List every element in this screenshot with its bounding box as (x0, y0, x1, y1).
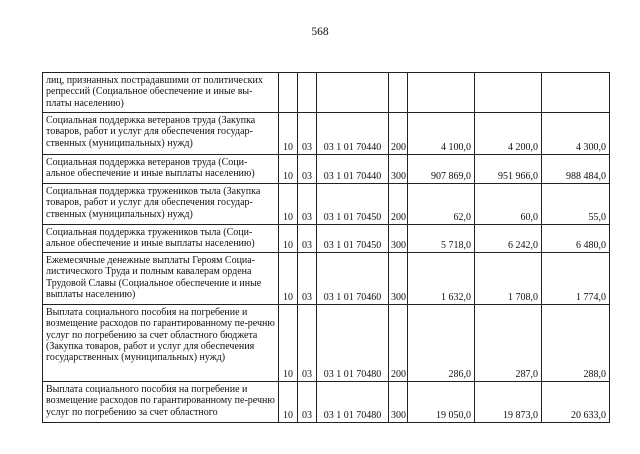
page-number: 568 (311, 26, 329, 38)
section-code: 10 (279, 184, 298, 225)
section-code: 10 (279, 305, 298, 382)
table-row (43, 225, 610, 253)
table-row (43, 382, 610, 423)
section-code: 10 (279, 253, 298, 305)
amount-year-1: 62,0 (408, 184, 475, 225)
target-article-code: 03 1 01 70480 (317, 382, 389, 423)
amount-year-1: 5 718,0 (408, 225, 475, 253)
table-row (43, 73, 610, 113)
target-article-code: 03 1 01 70440 (317, 113, 389, 155)
target-article-code: 03 1 01 70450 (317, 184, 389, 225)
amount-year-2 (475, 73, 542, 113)
amount-year-3: 20 633,0 (542, 382, 610, 423)
table-row (43, 184, 610, 225)
expense-type-code: 300 (389, 382, 408, 423)
table-row (43, 155, 610, 184)
amount-year-3: 55,0 (542, 184, 610, 225)
subsection-code (298, 73, 317, 113)
amount-year-3: 1 774,0 (542, 253, 610, 305)
amount-year-2: 6 242,0 (475, 225, 542, 253)
section-code: 10 (279, 225, 298, 253)
subsection-code: 03 (298, 305, 317, 382)
subsection-code: 03 (298, 225, 317, 253)
row-description: Социальная поддержка тружеников тыла (Закупка товаров, работ и услуг для обеспечения государ-ственных (муниципальных) нужд) (43, 184, 279, 225)
amount-year-2: 4 200,0 (475, 113, 542, 155)
expense-type-code: 200 (389, 184, 408, 225)
expense-type-code: 300 (389, 253, 408, 305)
subsection-code: 03 (298, 382, 317, 423)
table-row (43, 113, 610, 155)
amount-year-1: 1 632,0 (408, 253, 475, 305)
expense-type-code (389, 73, 408, 113)
amount-year-2: 287,0 (475, 305, 542, 382)
row-description: Ежемесячные денежные выплаты Героям Социа-листического Труда и полным кавалерам ордена Трудовой Славы (Социальное обеспечение и иные выплаты населению) (43, 253, 279, 305)
row-description: Социальная поддержка ветеранов труда (Закупка товаров, работ и услуг для обеспечения государ-ственных (муниципальных) нужд) (43, 113, 279, 155)
amount-year-3 (542, 73, 610, 113)
expense-type-code: 300 (389, 225, 408, 253)
amount-year-1: 4 100,0 (408, 113, 475, 155)
expense-type-code: 200 (389, 113, 408, 155)
target-article-code: 03 1 01 70480 (317, 305, 389, 382)
row-description: Социальная поддержка ветеранов труда (Соци-альное обеспечение и иные выплаты населению) (43, 155, 279, 184)
target-article-code: 03 1 01 70440 (317, 155, 389, 184)
table-row (43, 253, 610, 305)
amount-year-3: 988 484,0 (542, 155, 610, 184)
target-article-code (317, 73, 389, 113)
subsection-code: 03 (298, 253, 317, 305)
section-code: 10 (279, 155, 298, 184)
row-description: лиц, признанных пострадавшими от политических репрессий (Социальное обеспечение и иные вы-платы населению) (43, 73, 279, 113)
subsection-code: 03 (298, 184, 317, 225)
amount-year-1: 286,0 (408, 305, 475, 382)
amount-year-1: 19 050,0 (408, 382, 475, 423)
section-code (279, 73, 298, 113)
section-code: 10 (279, 382, 298, 423)
target-article-code: 03 1 01 70460 (317, 253, 389, 305)
table-row (43, 305, 610, 382)
amount-year-1: 907 869,0 (408, 155, 475, 184)
amount-year-3: 4 300,0 (542, 113, 610, 155)
expense-type-code: 300 (389, 155, 408, 184)
budget-table (42, 72, 610, 423)
row-description: Выплата социального пособия на погребение и возмещение расходов по гарантированному пе-речню услуг по погребению за счет областного бюджета (Закупка товаров, работ и услуг для обеспечения государственных (муниципальных) нужд) (43, 305, 279, 382)
amount-year-2: 19 873,0 (475, 382, 542, 423)
row-description: Социальная поддержка тружеников тыла (Соци-альное обеспечение и иные выплаты населению) (43, 225, 279, 253)
amount-year-1 (408, 73, 475, 113)
amount-year-3: 6 480,0 (542, 225, 610, 253)
amount-year-2: 1 708,0 (475, 253, 542, 305)
subsection-code: 03 (298, 113, 317, 155)
section-code: 10 (279, 113, 298, 155)
target-article-code: 03 1 01 70450 (317, 225, 389, 253)
row-description: Выплата социального пособия на погребение и возмещение расходов по гарантированному пе-речню услуг по погребению за счет областного (43, 382, 279, 423)
amount-year-2: 951 966,0 (475, 155, 542, 184)
amount-year-2: 60,0 (475, 184, 542, 225)
amount-year-3: 288,0 (542, 305, 610, 382)
expense-type-code: 200 (389, 305, 408, 382)
subsection-code: 03 (298, 155, 317, 184)
